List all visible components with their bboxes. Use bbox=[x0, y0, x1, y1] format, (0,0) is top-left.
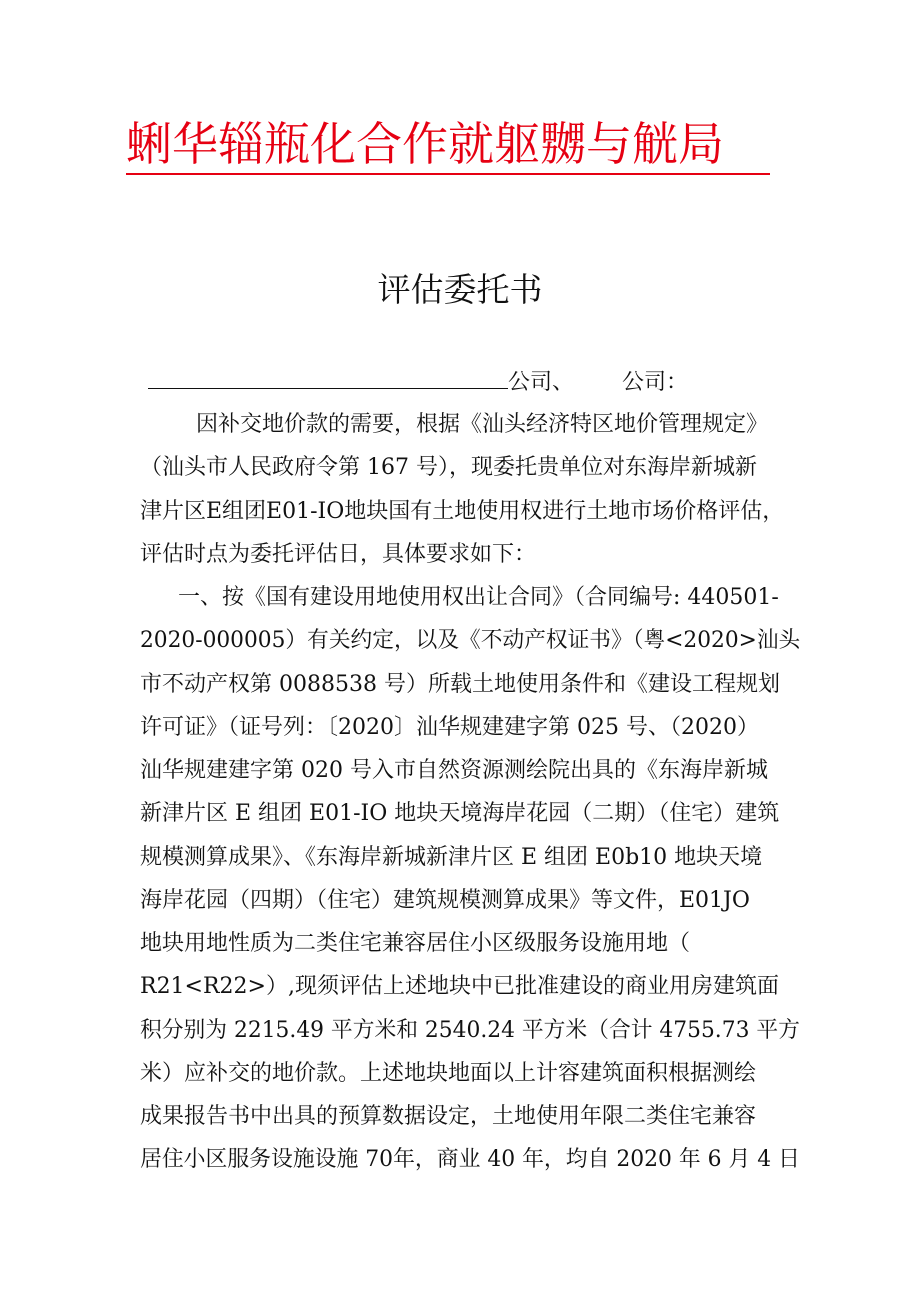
body-line: 居住小区服务设施设施 70年，商业 40 年，均自 2020 年 6 月 4 日 bbox=[140, 1147, 800, 1172]
letterhead-org-name: 蜊华辎瓶化合作就躯嬲与觥局 bbox=[126, 117, 724, 171]
body-line: R21<R22>）,现须评估上述地块中已批准建设的商业用房建筑面 bbox=[140, 974, 779, 999]
body-line: 评估时点为委托评估日，具体要求如下： bbox=[140, 542, 537, 567]
body-line: 汕华规建建字第 020 号入市自然资源测绘院出具的《东海岸新城 bbox=[140, 758, 768, 783]
body-line: 地块用地性质为二类住宅兼容居住小区级服务设施用地（ bbox=[140, 931, 691, 956]
body-line: 积分别为 2215.49 平方米和 2540.24 平方米（合计 4755.73 平方 bbox=[140, 1018, 800, 1043]
body-line: 津片区E组团E01-IO地块国有土地使用权进行土地市场价格评估， bbox=[140, 499, 785, 524]
body-line: 许可证》（证号列：〔2020〕汕华规建建字第 025 号、（2020） bbox=[140, 715, 759, 740]
body-line: 海岸花园（四期）（住宅）建筑规模测算成果》等文件，E01JO bbox=[140, 888, 750, 913]
addressee-line bbox=[148, 362, 688, 403]
body-line: 规模测算成果》、《东海岸新城新津片区 E 组团 E0b10 地块天境 bbox=[140, 845, 763, 870]
body-line: 市不动产权第 0088538 号）所载土地使用条件和《建设工程规划 bbox=[140, 672, 780, 697]
body-line: （汕头市人民政府令第 167 号），现委托贵单位对东海岸新城新 bbox=[140, 455, 757, 480]
body-line: 成果报告书中出具的预算数据设定，土地使用年限二类住宅兼容 bbox=[140, 1104, 757, 1129]
addressee-company-2: 公司： bbox=[622, 370, 689, 395]
addressee-company-1: 公司、 bbox=[508, 370, 575, 395]
body-line: 因补交地价款的需要，根据《汕头经济特区地价管理规定》 bbox=[196, 412, 769, 437]
body-line: 新津片区 E 组团 E01-IO 地块天境海岸花园（二期）（住宅）建筑 bbox=[140, 801, 780, 826]
document-title: 评估委托书 bbox=[377, 270, 543, 309]
body-line: 2020-000005）有关约定，以及《不动产权证书》（粤<2020>汕头 bbox=[140, 628, 801, 653]
addressee-blank-field bbox=[148, 362, 508, 389]
body-line: 米）应补交的地价款。上述地块地面以上计容建筑面积根据测绘 bbox=[140, 1061, 757, 1086]
body-line: 一、按《国有建设用地使用权出让合同》（合同编号: 440501- bbox=[178, 585, 779, 610]
letterhead-red-rule bbox=[126, 173, 770, 175]
